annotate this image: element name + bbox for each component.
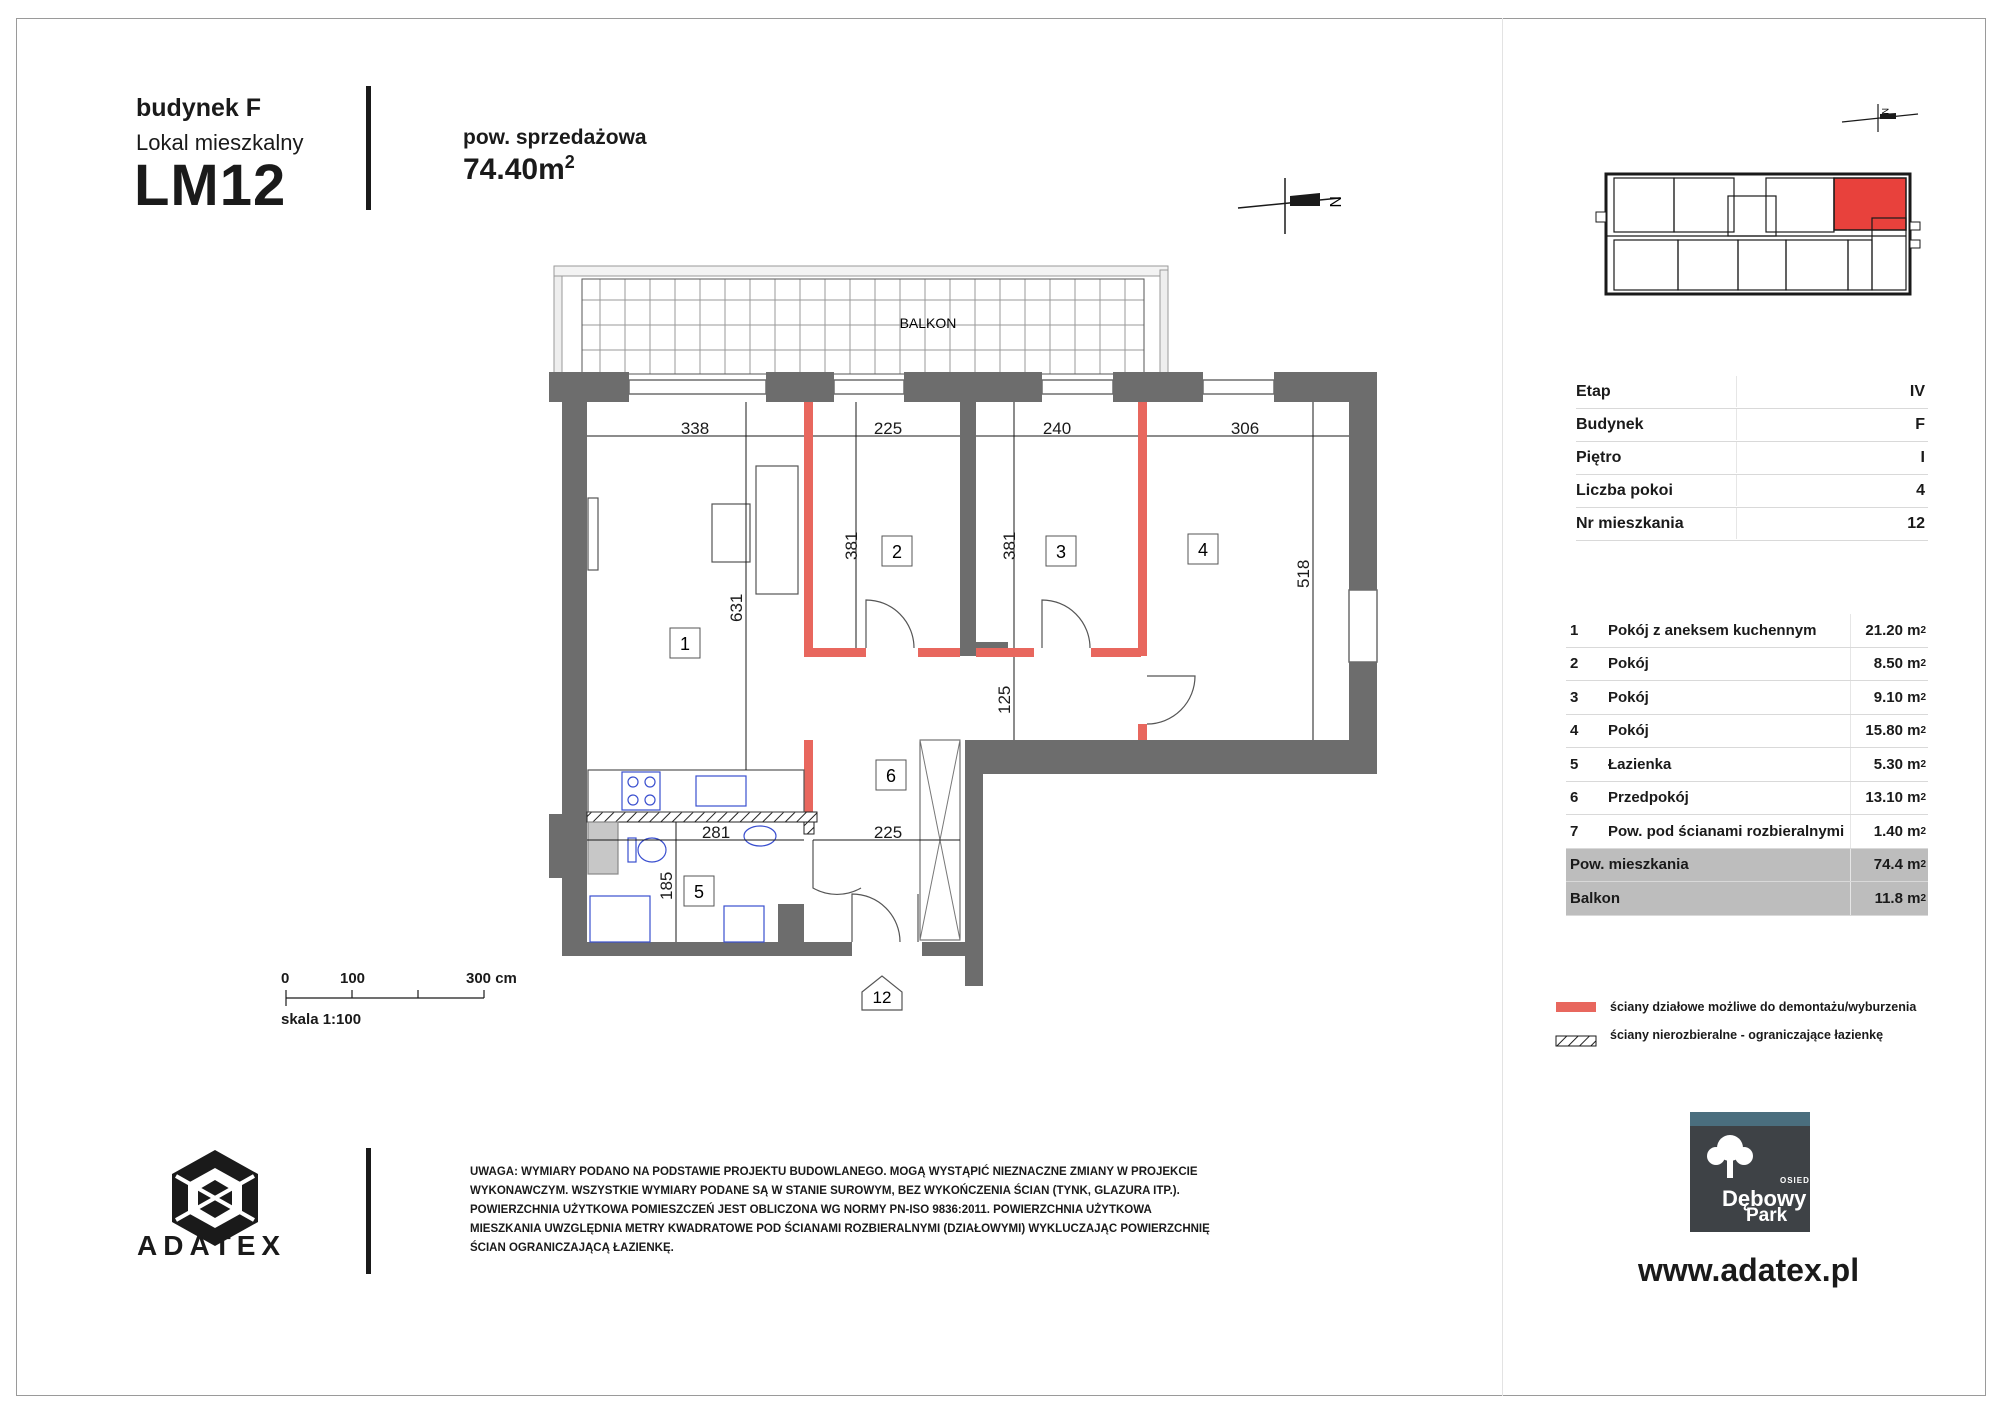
info-row-unit-number: Nr mieszkania 12 [1576,508,1928,541]
dim-225-top: 225 [873,419,903,438]
dim-338: 338 [680,419,710,438]
furniture [588,466,804,942]
dim-306: 306 [1230,419,1260,438]
tree-icon-overlay [1700,1132,1760,1182]
room-number-4: 4 [1197,540,1209,560]
dim-381-a: 381 [842,531,861,560]
info-row-rooms-count: Liczba pokoi 4 [1576,475,1928,508]
room-number-2: 2 [891,542,903,562]
entrance-marker [862,976,902,1010]
room-row: 6 Przedpokój 13.10 m 2 [1566,782,1928,816]
debowy-park-logo: OSIEDLE Dębowy Park [1690,1112,1810,1232]
dim-125: 125 [995,685,1014,714]
room-number-1: 1 [679,634,691,654]
info-row-floor: Piętro I [1576,442,1928,475]
highlighted-unit [1834,178,1906,230]
room-areas-table [1566,614,1928,916]
dim-240: 240 [1042,419,1072,438]
total-row-apartment: Pow. mieszkania 74.4 m 2 [1566,849,1928,883]
unit-code: LM12 [134,153,287,218]
room-row: 2 Pokój 8.50 m 2 [1566,648,1928,682]
dim-185: 185 [657,871,676,900]
legend-red-swatch [1556,1002,1596,1012]
scale-tick-300: 300 cm [466,970,517,987]
balcony-label: BALKON [899,315,957,331]
adatex-wordmark: ADATEX [137,1230,287,1261]
balcony [554,266,1168,374]
room-row: 7 Pow. pod ścianami rozbieralnymi 1.40 m 2 [1566,815,1928,849]
key-plan-compass-label: N [1880,108,1890,115]
website-url[interactable]: www.adatex.pl [1638,1252,1860,1288]
room-number-5: 5 [693,882,705,902]
dim-518: 518 [1294,559,1313,588]
legend-fixed-walls: ściany nierozbieralne - ograniczające łazienkę [1610,1028,1884,1042]
scale-tick-0: 0 [281,970,290,987]
unit-info-table [1576,376,1928,541]
scale-bar [286,990,484,1006]
sales-area-label: pow. sprzedażowa [463,126,647,149]
dim-281: 281 [701,823,731,842]
info-row-building: Budynek F [1576,409,1928,442]
info-row-stage: Etap IV [1576,376,1928,409]
scale-tick-100: 100 [340,970,366,987]
key-plan [1596,104,1920,294]
room-number-6: 6 [885,766,897,786]
disclaimer-note: UWAGA: WYMIARY PODANO NA PODSTAWIE PROJEKTU BUDOWLANEGO. MOGĄ WYSTĄPIĆ NIEZNACZNE ZMIANY W PROJEKCIE WYKONAWCZYM. WSZYSTKIE WYMIARY PODANE SĄ W STANIE SUROWYM, BEZ WYKOŃCZENIA ŚCIAN (TYNK, GLAZURA ITP.). POWIERZCHNIA UŻYTKOWA POMIESZCZEŃ JEST OBLICZONA WG NORMY PN-ISO 9836:2011. POWIERZCHNIA UŻYTKOWA MIESZKANIA UWZGLĘDNIA METRY KWADRATOWE POD ŚCIANAMI ROZBIERALNYMI (DZIAŁOWYMI) WYKLUCZAJĄC POWIERZCHNIĘ ŚCIAN OGRANICZAJĄCĄ ŁAZIENKĘ. [470,1166,1210,1254]
footer-divider [366,1148,371,1274]
north-arrow-icon [1238,178,1343,234]
room-row: 1 Pokój z aneksem kuchennym 21.20 m 2 [1566,614,1928,648]
total-row-balcony: Balkon 11.8 m 2 [1566,882,1928,916]
room-number-3: 3 [1055,542,1067,562]
dim-631: 631 [727,593,746,622]
room-row: 5 Łazienka 5.30 m 2 [1566,748,1928,782]
dim-381-b: 381 [1000,531,1019,560]
room-row: 3 Pokój 9.10 m 2 [1566,681,1928,715]
svg-text:N: N [1326,196,1343,208]
svg-text:12: 12 [872,988,892,1007]
scale-label: skala 1:100 [281,1011,362,1028]
room-row: 4 Pokój 15.80 m 2 [1566,715,1928,749]
sales-area-value: $74.40m^2$ [463,152,575,186]
building-label: budynek F [136,94,262,122]
dim-225-bottom: 225 [873,823,903,842]
unit-type-label: Lokal mieszkalny [136,130,304,155]
legend-removable-walls: ściany działowe możliwe do demontażu/wyburzenia [1556,1000,1916,1014]
